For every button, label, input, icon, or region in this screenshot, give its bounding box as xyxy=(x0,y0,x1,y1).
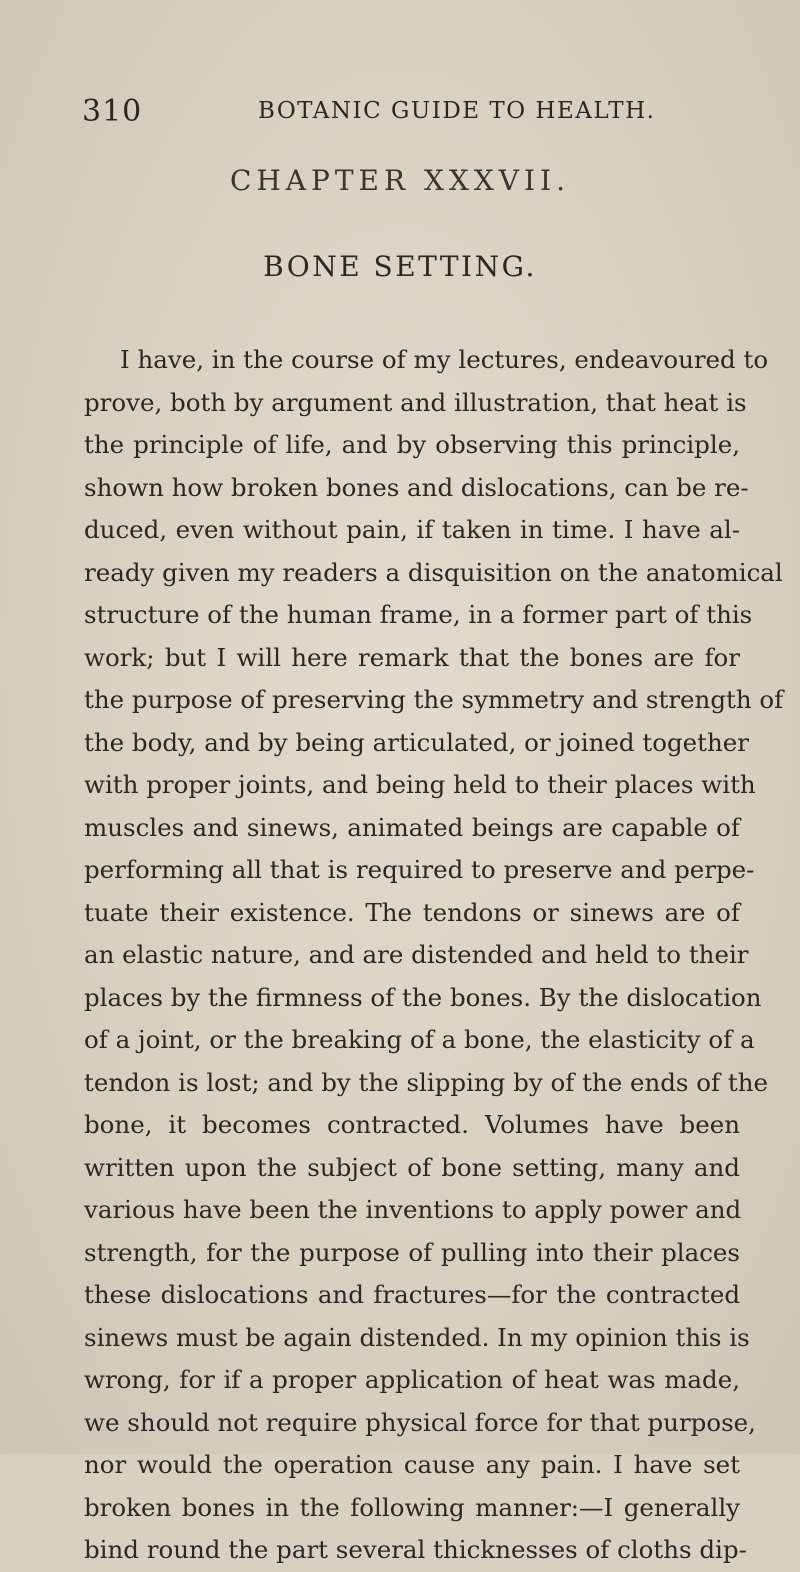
text-line: the body, and by being articulated, or joined together xyxy=(84,727,749,757)
chapter-heading: CHAPTER XXXVII. xyxy=(229,164,571,197)
text-line: structure of the human frame, in a former part of this xyxy=(84,600,753,629)
section-title: BONE SETTING. xyxy=(263,250,537,283)
text-line: broken bones in the following manner:—I generally xyxy=(84,1492,740,1522)
text-line: various have been the inventions to apply power and xyxy=(84,1195,742,1224)
text-line: tendon is lost; and by the slipping by of the ends of the xyxy=(84,1067,769,1097)
text-line: nor would the operation cause any pain. I have set xyxy=(84,1450,740,1479)
text-line: shown how broken bones and dislocations, can be re- xyxy=(84,472,749,502)
text-line: sinews must be again distended. In my opinion this is xyxy=(84,1322,750,1352)
text-line: tuate their existence. The tendons or sinews are of xyxy=(84,897,740,927)
text-line: of a joint, or the breaking of a bone, the elasticity of a xyxy=(84,1025,755,1054)
text-line: the principle of life, and by observing this principle, xyxy=(84,430,740,459)
text-line: these dislocations and fractures—for the contracted xyxy=(84,1280,740,1309)
running-head xyxy=(82,94,742,134)
text-line: wrong, for if a proper application of heat was made, xyxy=(84,1365,740,1394)
running-title: BOTANIC GUIDE TO HEALTH. xyxy=(258,98,656,124)
text-line: the purpose of preserving the symmetry and strength of xyxy=(84,685,784,714)
text-line: bone, it becomes contracted. Volumes have been xyxy=(84,1110,740,1139)
text-line: ready given my readers a disquisition on the anatomical xyxy=(84,557,783,587)
text-line: prove, both by argument and illustration, that heat is xyxy=(84,387,747,417)
text-line: written upon the subject of bone setting, many and xyxy=(84,1152,740,1182)
page-number: 310 xyxy=(82,94,143,129)
text-line: I have, in the course of my lectures, endeavoured to xyxy=(120,345,769,374)
text-line: strength, for the purpose of pulling into their places xyxy=(84,1237,740,1267)
text-line: we should not require physical force for that purpose, xyxy=(84,1407,756,1437)
body-paragraph xyxy=(84,339,784,1572)
text-line: performing all that is required to preserve and perpe- xyxy=(84,855,755,884)
text-line: duced, even without pain, if taken in time. I have al- xyxy=(84,515,740,544)
text-line: places by the firmness of the bones. By the dislocation xyxy=(84,982,762,1012)
text-line: muscles and sinews, animated beings are capable of xyxy=(84,812,740,842)
text-line: with proper joints, and being held to their places with xyxy=(84,770,756,799)
text-line: an elastic nature, and are distended and held to their xyxy=(84,940,749,969)
text-line: work; but I will here remark that the bones are for xyxy=(84,642,740,672)
text-line: bind round the part several thicknesses of cloths dip- xyxy=(84,1535,747,1564)
